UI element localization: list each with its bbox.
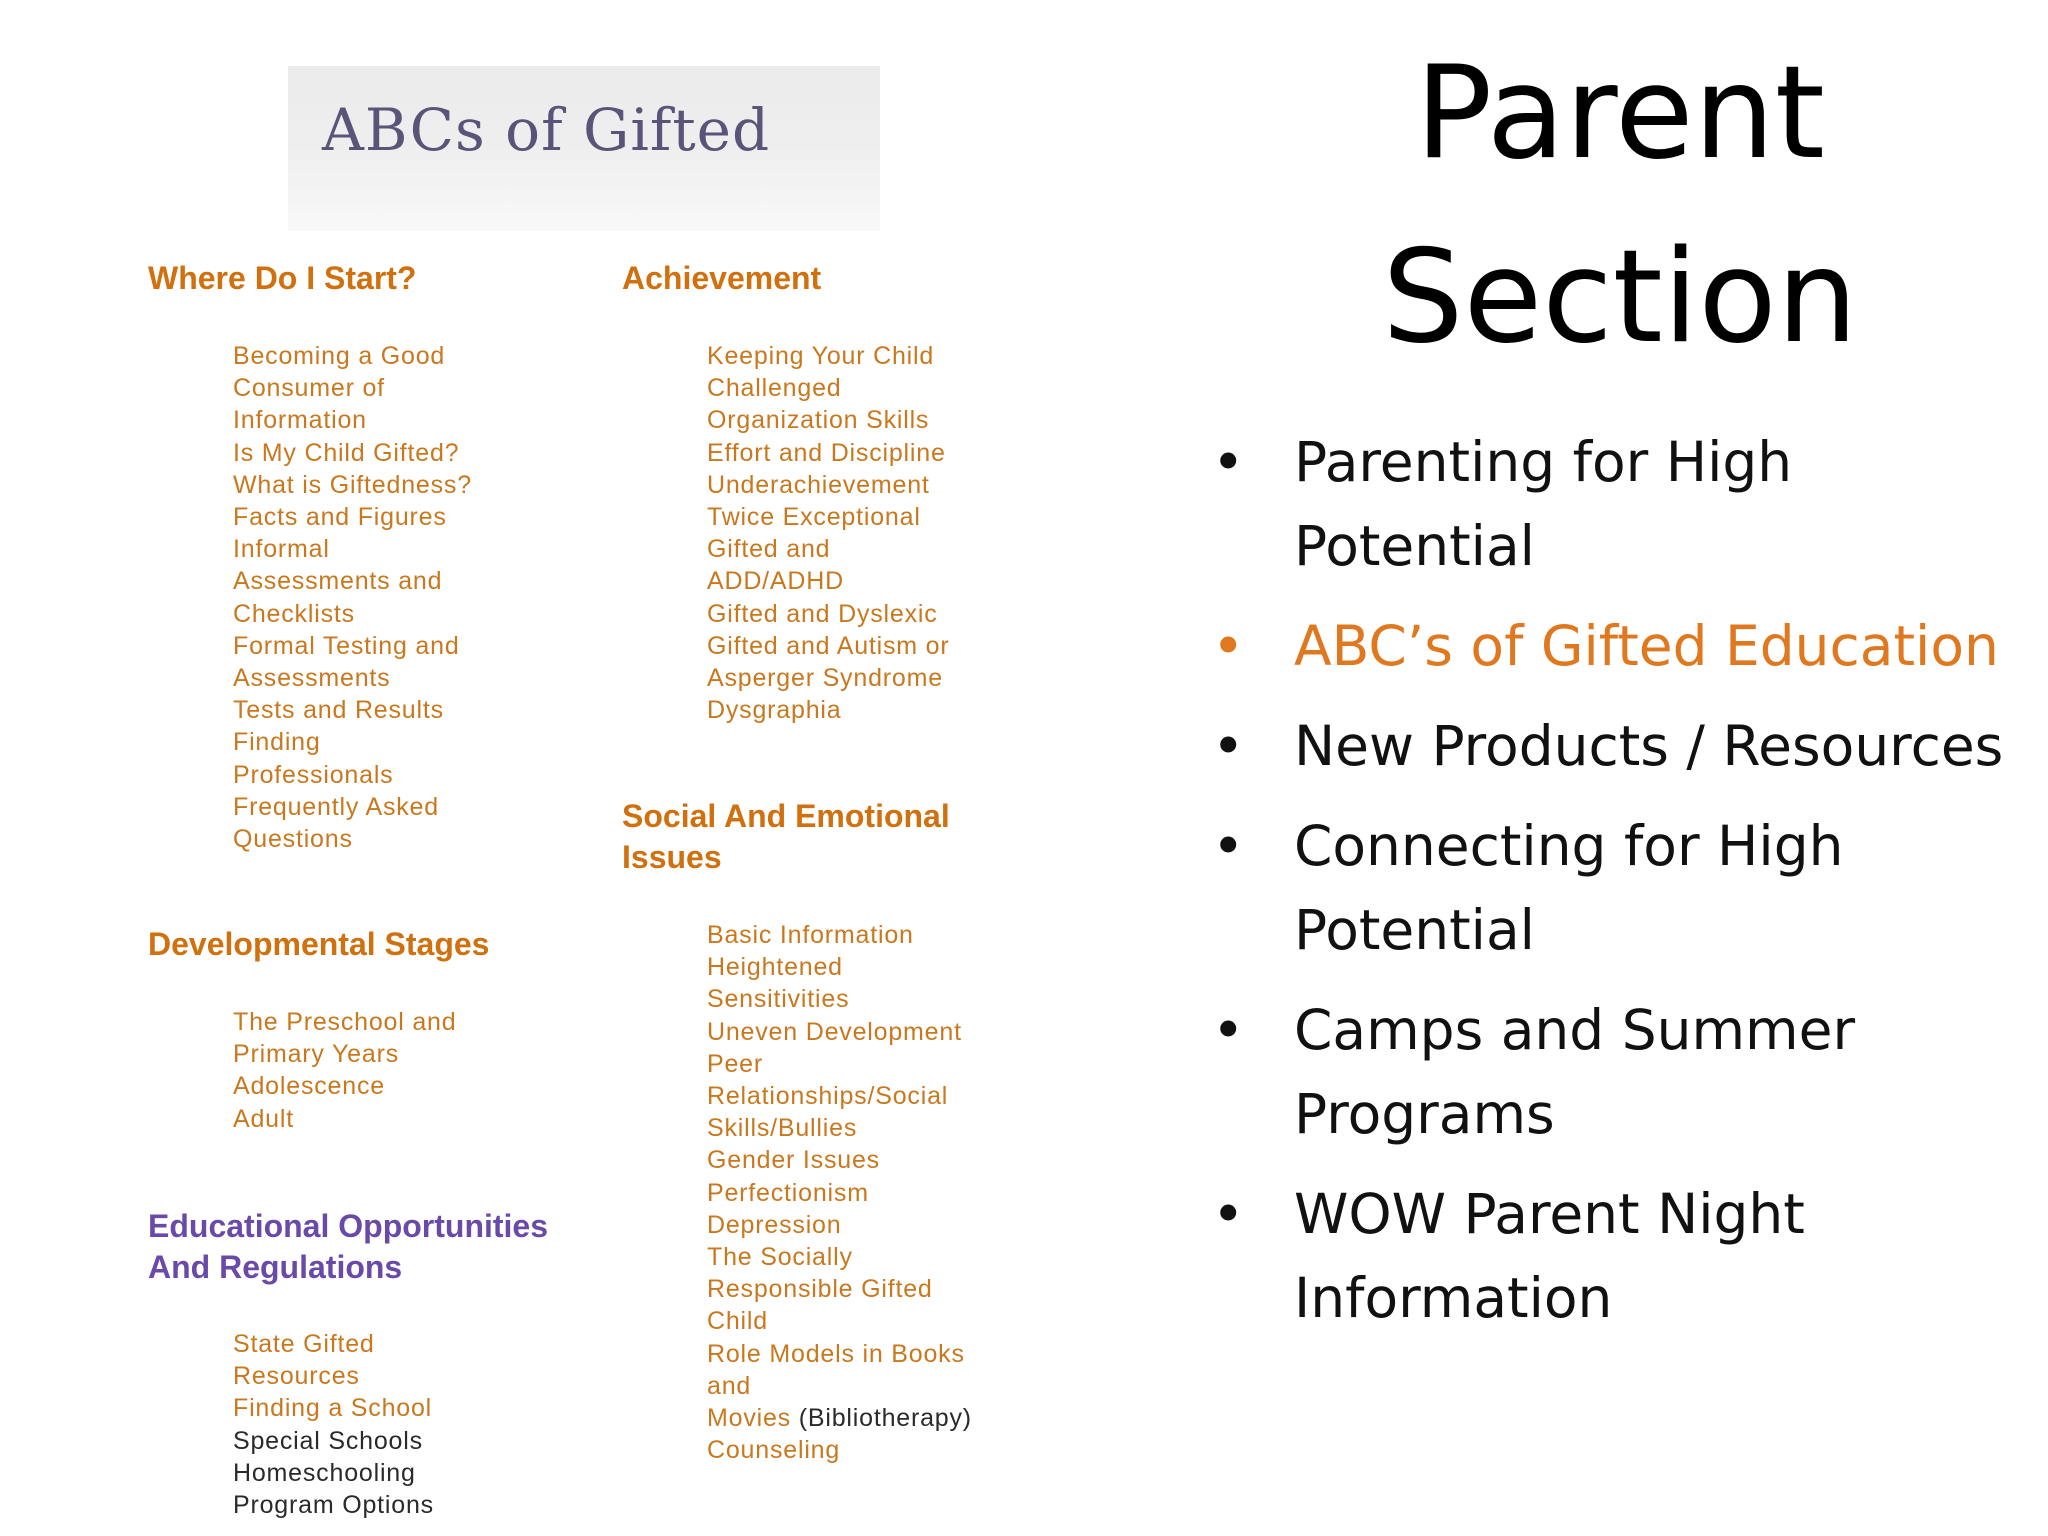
bullet-parenting bbox=[1212, 420, 2042, 588]
heading-educational-line2: And Regulations bbox=[148, 1249, 403, 1285]
bullet-connecting bbox=[1212, 804, 2042, 972]
bullet-dot-icon: • bbox=[1212, 614, 1245, 678]
bullet-dot-icon: • bbox=[1212, 998, 1245, 1062]
item-program-options: Program Options bbox=[233, 1491, 434, 1520]
link-checklists[interactable]: Checklists bbox=[233, 599, 355, 628]
heading-educational-opportunities bbox=[148, 1206, 548, 1288]
link-skills-bullies[interactable]: Skills/Bullies bbox=[707, 1114, 858, 1143]
link-role-models[interactable]: Role Models in Books bbox=[707, 1339, 965, 1368]
link-professionals[interactable]: Professionals bbox=[233, 760, 394, 789]
link-counseling[interactable]: Counseling bbox=[707, 1436, 841, 1465]
bullet-dot-icon: • bbox=[1212, 814, 1245, 878]
where-start-links bbox=[233, 340, 472, 855]
link-depression[interactable]: Depression bbox=[707, 1210, 842, 1239]
link-underachievement[interactable]: Underachievement bbox=[707, 470, 930, 499]
link-socially[interactable]: The Socially bbox=[707, 1243, 853, 1272]
bullet-text-line2: Potential bbox=[1294, 898, 1535, 962]
link-primary-years[interactable]: Primary Years bbox=[233, 1040, 400, 1069]
link-peer[interactable]: Peer bbox=[707, 1049, 764, 1078]
bullet-dot-icon: • bbox=[1212, 1182, 1245, 1246]
heading-social-line1: Social And Emotional bbox=[622, 798, 950, 834]
link-becoming[interactable]: Becoming a Good bbox=[233, 342, 446, 370]
bullet-abcs bbox=[1212, 604, 2042, 688]
link-facts-and-figures[interactable]: Facts and Figures bbox=[233, 503, 447, 532]
link-preschool[interactable]: The Preschool and bbox=[233, 1008, 457, 1036]
bullet-text-line2: Programs bbox=[1294, 1082, 1555, 1146]
bullet-new-products bbox=[1212, 704, 2042, 788]
link-consumer[interactable]: Consumer of bbox=[233, 374, 385, 403]
link-adolescence[interactable]: Adolescence bbox=[233, 1072, 385, 1101]
banner-title: ABCs of Gifted bbox=[322, 96, 771, 164]
heading-developmental-stages: Developmental Stages bbox=[148, 926, 490, 962]
link-what-is-giftedness[interactable]: What is Giftedness? bbox=[233, 470, 472, 499]
slide-title-line2: Section bbox=[1382, 223, 1858, 372]
heading-social-line2: Issues bbox=[622, 839, 722, 875]
link-assessments[interactable]: Assessments bbox=[233, 664, 391, 693]
link-add-adhd[interactable]: ADD/ADHD bbox=[707, 567, 844, 596]
link-challenged[interactable]: Challenged bbox=[707, 374, 842, 403]
link-is-my-child-gifted[interactable]: Is My Child Gifted? bbox=[233, 438, 460, 467]
link-dysgraphia[interactable]: Dysgraphia bbox=[707, 696, 842, 725]
link-gender-issues[interactable]: Gender Issues bbox=[707, 1146, 880, 1175]
link-organization-skills[interactable]: Organization Skills bbox=[707, 406, 930, 435]
developmental-links bbox=[233, 1006, 456, 1135]
slide-title-line1: Parent bbox=[1415, 39, 1825, 188]
bullet-dot-icon: • bbox=[1212, 430, 1245, 494]
bullet-text-line2: Information bbox=[1294, 1266, 1613, 1330]
link-responsible-gifted[interactable]: Responsible Gifted bbox=[707, 1275, 933, 1304]
link-frequently-asked[interactable]: Frequently Asked bbox=[233, 792, 439, 821]
achievement-links bbox=[707, 340, 950, 726]
bullet-text-line1: ABC’s of Gifted Education bbox=[1294, 614, 1999, 678]
link-adult[interactable]: Adult bbox=[233, 1104, 294, 1133]
item-special-schools: Special Schools bbox=[233, 1426, 423, 1455]
link-effort-discipline[interactable]: Effort and Discipline bbox=[707, 438, 946, 467]
link-resources[interactable]: Resources bbox=[233, 1362, 360, 1391]
link-relationships-social[interactable]: Relationships/Social bbox=[707, 1082, 949, 1111]
link-sensitivities[interactable]: Sensitivities bbox=[707, 985, 850, 1014]
link-informal[interactable]: Informal bbox=[233, 535, 330, 564]
link-gifted-dyslexic[interactable]: Gifted and Dyslexic bbox=[707, 599, 938, 628]
bullet-camps bbox=[1212, 988, 2042, 1156]
link-child[interactable]: Child bbox=[707, 1307, 768, 1336]
abcs-screenshot bbox=[0, 0, 1000, 1536]
heading-social-emotional bbox=[622, 796, 950, 878]
link-formal-testing[interactable]: Formal Testing and bbox=[233, 631, 460, 660]
link-basic-information[interactable]: Basic Information bbox=[707, 921, 914, 949]
social-links bbox=[707, 919, 972, 1466]
heading-educational-line1: Educational Opportunities bbox=[148, 1208, 549, 1244]
bullet-text-line1: WOW Parent Night bbox=[1294, 1182, 1805, 1246]
link-and[interactable]: and bbox=[707, 1371, 752, 1400]
bullet-text-line1: New Products / Resources bbox=[1294, 714, 2004, 778]
link-tests-and-results[interactable]: Tests and Results bbox=[233, 696, 444, 725]
item-movies-row bbox=[707, 1402, 972, 1434]
link-state-gifted[interactable]: State Gifted bbox=[233, 1330, 375, 1358]
link-assessments-and[interactable]: Assessments and bbox=[233, 567, 443, 596]
link-perfectionism[interactable]: Perfectionism bbox=[707, 1178, 869, 1207]
link-gifted-and[interactable]: Gifted and bbox=[707, 535, 831, 564]
item-homeschooling: Homeschooling bbox=[233, 1458, 416, 1487]
slide-title bbox=[1310, 22, 1930, 390]
link-twice-exceptional[interactable]: Twice Exceptional bbox=[707, 503, 921, 532]
bibliotherapy-text: (Bibliotherapy) bbox=[798, 1404, 972, 1433]
link-gifted-autism[interactable]: Gifted and Autism or bbox=[707, 631, 950, 660]
abcs-banner bbox=[288, 66, 880, 231]
bullet-text-line1: Connecting for High bbox=[1294, 814, 1844, 878]
link-keeping-child[interactable]: Keeping Your Child bbox=[707, 342, 935, 370]
bullet-wow bbox=[1212, 1172, 2042, 1340]
heading-achievement: Achievement bbox=[622, 260, 822, 296]
bullet-text-line1: Camps and Summer bbox=[1294, 998, 1856, 1062]
heading-where-do-i-start: Where Do I Start? bbox=[148, 260, 417, 296]
link-questions[interactable]: Questions bbox=[233, 825, 353, 854]
bullet-dot-icon: • bbox=[1212, 714, 1245, 778]
link-uneven-development[interactable]: Uneven Development bbox=[707, 1017, 962, 1046]
link-asperger[interactable]: Asperger Syndrome bbox=[707, 664, 943, 693]
bullet-text-line1: Parenting for High bbox=[1294, 430, 1793, 494]
slide-bullet-list bbox=[1212, 420, 2042, 1356]
link-movies[interactable]: Movies bbox=[707, 1404, 791, 1433]
link-information[interactable]: Information bbox=[233, 406, 367, 435]
educational-links bbox=[233, 1328, 434, 1521]
link-finding[interactable]: Finding bbox=[233, 728, 321, 757]
link-finding-a-school[interactable]: Finding a School bbox=[233, 1394, 433, 1423]
bullet-text-line2: Potential bbox=[1294, 514, 1535, 578]
link-heightened[interactable]: Heightened bbox=[707, 953, 843, 982]
